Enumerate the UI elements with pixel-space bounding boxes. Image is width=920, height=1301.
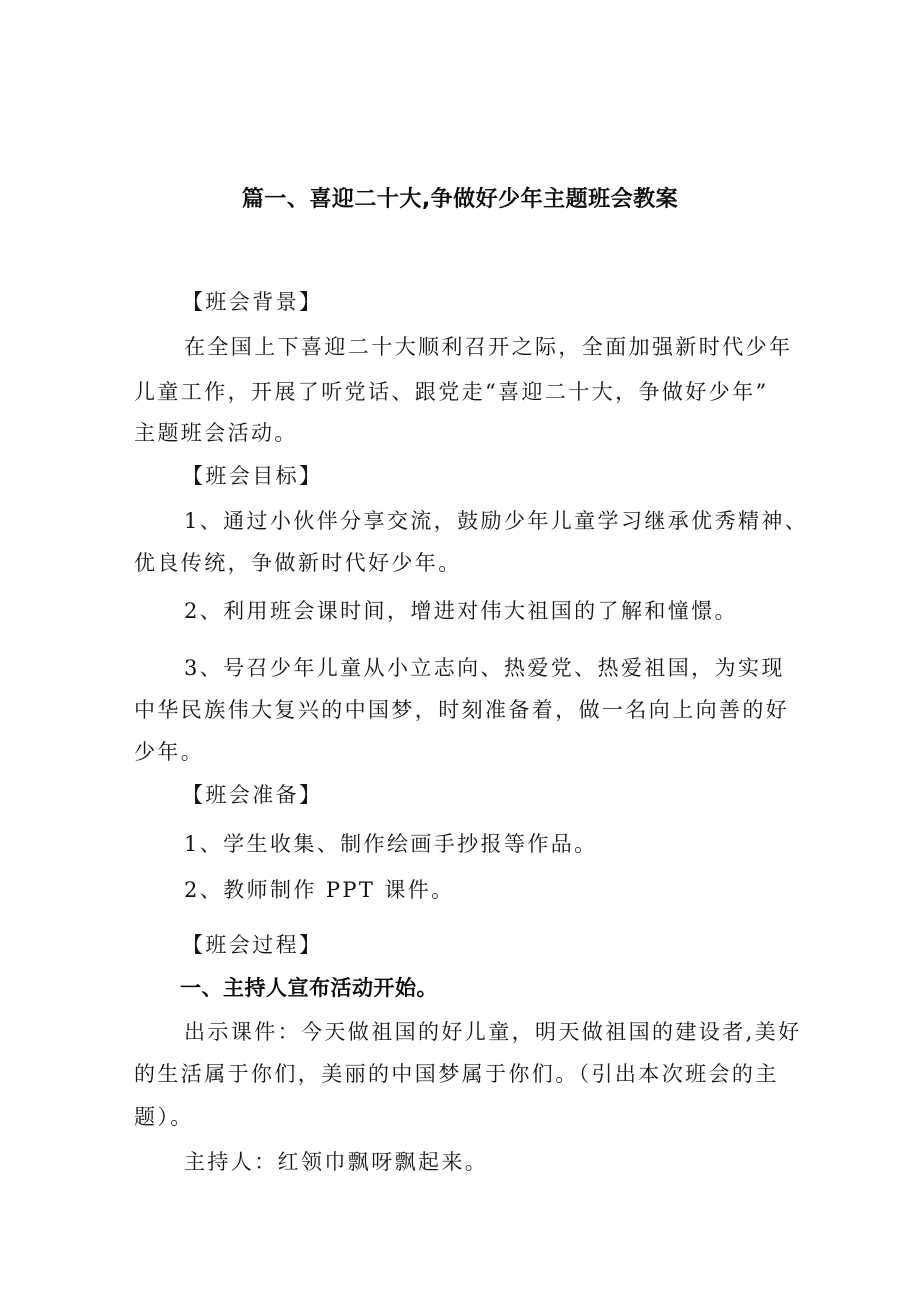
goal-1-line-2: 优良传统，争做新时代好少年。 — [134, 551, 462, 575]
goal-1-line-1: 1、通过小伙伴分享交流，鼓励少年儿童学习继承优秀精神、 — [184, 509, 809, 533]
background-line-1: 在全国上下喜迎二十大顺利召开之际，全面加强新时代少年 — [184, 335, 793, 359]
prep-heading: 【班会准备】 — [182, 783, 323, 807]
prep-1: 1、学生收集、制作绘画手抄报等作品。 — [184, 832, 598, 856]
goal-heading: 【班会目标】 — [182, 464, 323, 488]
host-line: 主持人：红领巾飘呀飘起来。 — [184, 1150, 489, 1174]
goal-2: 2、利用班会课时间，增进对伟大祖国的了解和憧憬。 — [184, 599, 738, 623]
document-title: 篇一、喜迎二十大,争做好少年主题班会教案 — [241, 187, 679, 212]
goal-3-line-3: 少年。 — [134, 740, 205, 764]
prep-2: 2、教师制作 PPT 课件。 — [184, 878, 455, 902]
step-1-heading: 一、主持人宣布活动开始。 — [180, 976, 438, 1000]
goal-3-line-2: 中华民族伟大复兴的中国梦，时刻准备着，做一名向上向善的好 — [134, 698, 790, 722]
background-line-2: 儿童工作，开展了听党话、跟党走“喜迎二十大，争做好少年” — [134, 380, 769, 404]
background-line-3: 主题班会活动。 — [134, 421, 298, 445]
courseware-line-3: 题）。 — [134, 1105, 194, 1129]
process-heading: 【班会过程】 — [182, 933, 323, 957]
courseware-line-2: 的生活属于你们，美丽的中国梦属于你们。（引出本次班会的主 — [134, 1062, 779, 1086]
goal-3-line-1: 3、号召少年儿童从小立志向、热爱党、热爱祖国，为实现 — [184, 656, 785, 680]
courseware-line-1: 出示课件：今天做祖国的好儿童，明天做祖国的建设者,美好 — [184, 1020, 802, 1044]
background-heading: 【班会背景】 — [182, 290, 323, 314]
